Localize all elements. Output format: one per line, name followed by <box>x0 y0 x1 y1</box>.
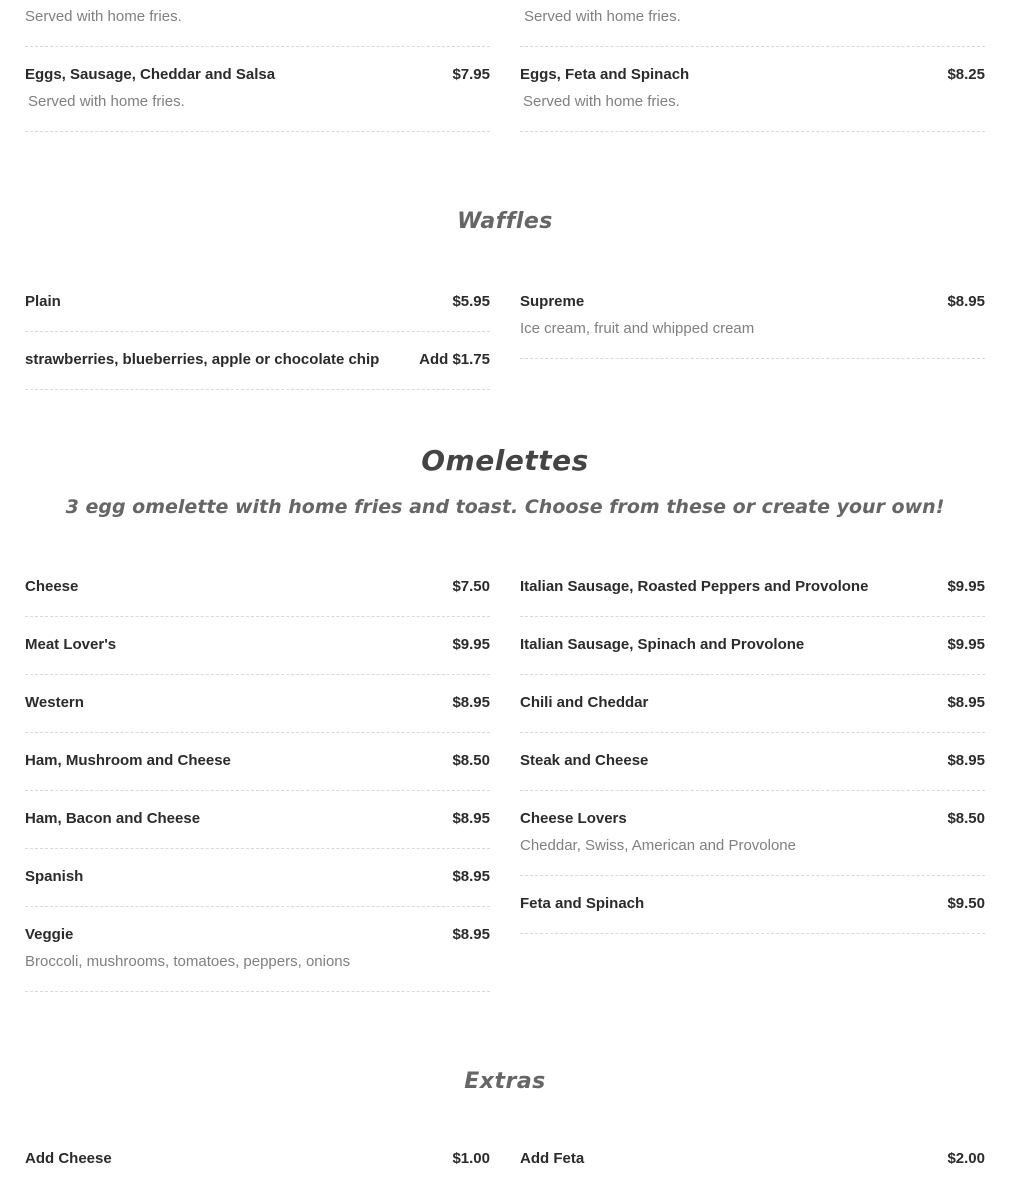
menu-item-name: Western <box>25 694 84 711</box>
menu-item <box>25 0 490 47</box>
menu-item-price: $8.95 <box>452 694 490 711</box>
menu-item <box>25 694 490 733</box>
menu-item-name: Cheese <box>25 578 79 595</box>
menu-item <box>25 66 490 132</box>
menu-item-description: Served with home fries. <box>524 8 681 25</box>
menu-item-price: $1.00 <box>452 1150 490 1167</box>
menu-item <box>520 66 985 132</box>
menu-item <box>25 636 490 675</box>
menu-item-name: Plain <box>25 293 61 310</box>
menu-item-name: Eggs, Feta and Spinach <box>520 66 690 83</box>
menu-item <box>520 0 985 47</box>
menu-item-name: Spanish <box>25 868 84 885</box>
menu-item-name: Add Cheese <box>25 1150 112 1167</box>
menu-item <box>25 578 490 617</box>
menu-item-name: Meat Lover's <box>25 636 117 653</box>
menu-item-description: Served with home fries. <box>523 93 680 110</box>
menu-item-price: $9.95 <box>947 636 985 653</box>
menu-item <box>25 926 490 992</box>
menu-item <box>25 351 490 390</box>
menu-item-price: $8.95 <box>947 694 985 711</box>
menu-item-price: $9.95 <box>452 636 490 653</box>
menu-item <box>520 1150 985 1189</box>
menu-item-price: $8.95 <box>947 752 985 769</box>
menu-item-description: Cheddar, Swiss, American and Provolone <box>520 837 796 854</box>
menu-item-name: Italian Sausage, Roasted Peppers and Provolone <box>520 578 869 595</box>
menu-item <box>520 810 985 876</box>
menu-item-price: $8.25 <box>947 66 985 83</box>
section-title-extras: Extras <box>464 1069 546 1094</box>
menu-item-price: $8.95 <box>947 293 985 310</box>
menu-item-price: $9.50 <box>947 895 985 912</box>
menu-item-description: Served with home fries. <box>25 8 182 25</box>
menu-item-price: $8.50 <box>947 810 985 827</box>
menu-item-description: Broccoli, mushrooms, tomatoes, peppers, onions <box>25 953 351 970</box>
menu-item-description: Served with home fries. <box>28 93 185 110</box>
menu-item-name: strawberries, blueberries, apple or chocolate chip <box>25 351 380 368</box>
menu-item-name: Ham, Bacon and Cheese <box>25 810 201 827</box>
menu-item <box>520 694 985 733</box>
section-subtitle-omelettes: 3 egg omelette with home fries and toast. Choose from these or create your own! <box>65 496 945 518</box>
menu-item-price: $5.95 <box>452 293 490 310</box>
menu-item-price: $7.50 <box>452 578 490 595</box>
menu-item <box>25 868 490 907</box>
menu-item-name: Chili and Cheddar <box>520 694 649 711</box>
menu-item-name: Supreme <box>520 293 585 310</box>
menu-item <box>520 636 985 675</box>
menu-item-name: Add Feta <box>520 1150 585 1167</box>
section-title-omelettes: Omelettes <box>421 444 589 477</box>
section-title-waffles: Waffles <box>457 209 553 234</box>
menu-item <box>520 895 985 934</box>
menu-item-price: $8.95 <box>452 926 490 943</box>
menu-item-name: Veggie <box>25 926 74 943</box>
menu-item-name: Eggs, Sausage, Cheddar and Salsa <box>25 66 276 83</box>
menu-item-price: Add $1.75 <box>419 351 490 368</box>
menu-item-description: Ice cream, fruit and whipped cream <box>520 320 755 337</box>
menu-item-name: Ham, Mushroom and Cheese <box>25 752 231 769</box>
menu-item-name: Feta and Spinach <box>520 895 645 912</box>
menu-item-price: $8.95 <box>452 810 490 827</box>
menu-item <box>25 293 490 332</box>
menu-item-name: Steak and Cheese <box>520 752 649 769</box>
menu-item <box>520 578 985 617</box>
menu-item <box>25 1150 490 1189</box>
menu-item-price: $8.95 <box>452 868 490 885</box>
menu-item-price: $7.95 <box>452 66 490 83</box>
menu-item <box>25 752 490 791</box>
menu-item-name: Italian Sausage, Spinach and Provolone <box>520 636 805 653</box>
menu-item-price: $8.50 <box>452 752 490 769</box>
menu-item <box>520 293 985 359</box>
menu-item-price: $9.95 <box>947 578 985 595</box>
menu-item-price: $2.00 <box>947 1150 985 1167</box>
menu-item-name: Cheese Lovers <box>520 810 627 827</box>
menu-item <box>520 752 985 791</box>
menu-item <box>25 810 490 849</box>
